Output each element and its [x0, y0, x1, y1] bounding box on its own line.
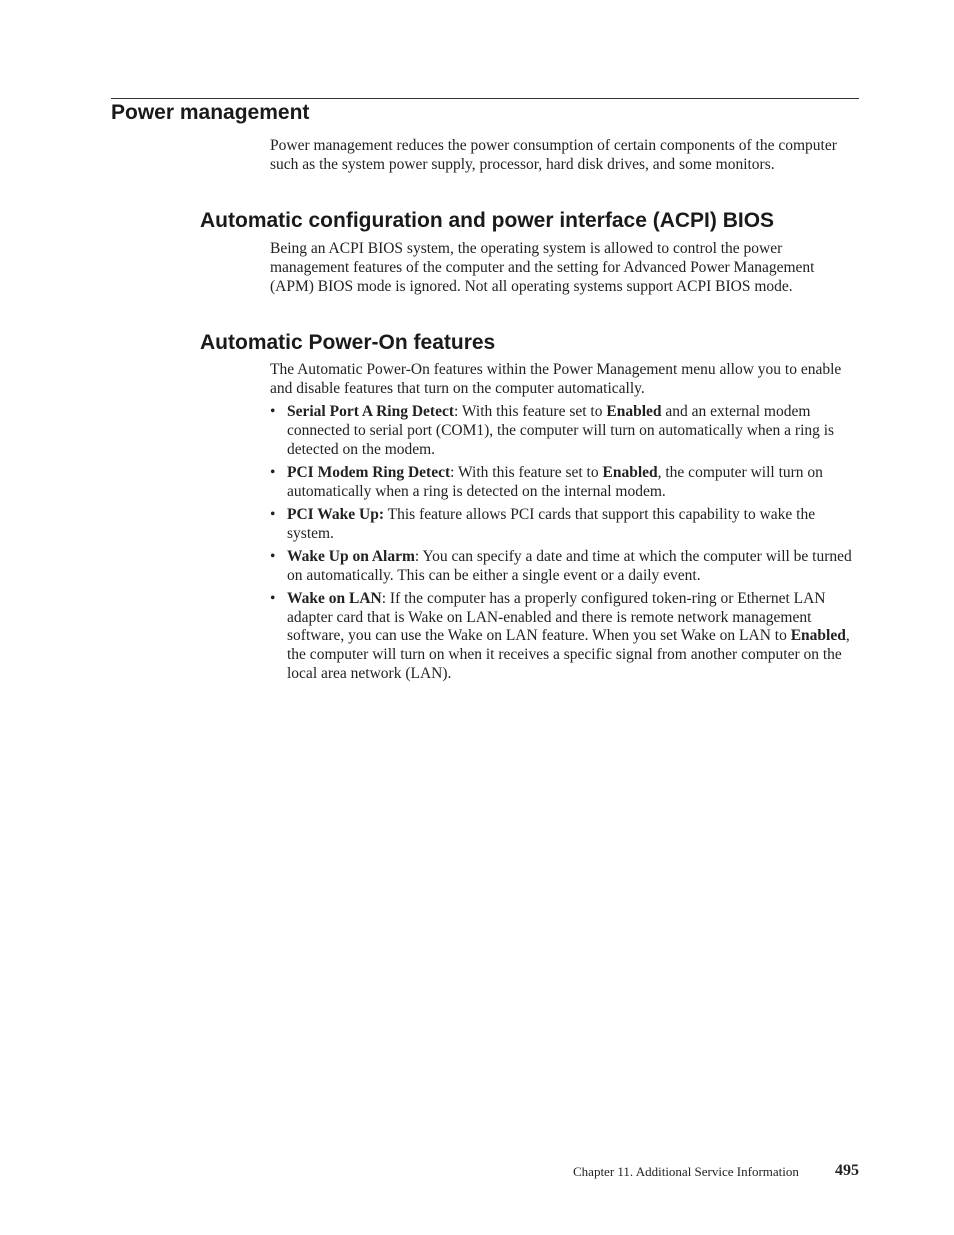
- heading-power-management: Power management: [111, 101, 310, 124]
- feature-text: : With this feature set to: [454, 403, 607, 420]
- chapter-title: Chapter 11. Additional Service Information: [573, 1164, 799, 1179]
- feature-term: Wake on LAN: [287, 589, 382, 607]
- heading-automatic-power-on: Automatic Power-On features: [200, 331, 496, 354]
- feature-setting: Enabled: [790, 627, 846, 645]
- page-number: 495: [835, 1162, 859, 1179]
- feature-text: : You can specify a date and time at which the computer will be turned on automatically. This can be either a single event or a daily event.: [287, 547, 852, 584]
- list-item: [270, 506, 860, 544]
- feature-term: PCI Wake Up:: [287, 505, 385, 523]
- bullet-icon: •: [270, 505, 276, 523]
- bullet-icon: •: [270, 589, 276, 607]
- feature-text: , the computer will turn on automatically when a ring is detected on the internal modem.: [287, 463, 823, 500]
- bullet-icon: •: [270, 547, 276, 565]
- paragraph-acpi-bios: Being an ACPI BIOS system, the operating system is allowed to control the power management features of the computer and the setting for Advanced Power Management (APM) BIOS mode is ignored. Not all operating systems support ACPI BIOS mode.: [270, 240, 815, 295]
- list-item: [270, 403, 860, 459]
- bullet-icon: •: [270, 463, 276, 481]
- feature-text: : With this feature set to: [450, 463, 603, 481]
- paragraph-automatic-power-on: The Automatic Power-On features within the Power Management menu allow you to enable and disable features that turn on the computer automatically.: [270, 361, 842, 397]
- list-item: [270, 464, 860, 502]
- feature-list: [270, 403, 860, 688]
- feature-term: Wake Up on Alarm: [287, 547, 415, 565]
- bullet-icon: •: [270, 403, 276, 420]
- list-item: [270, 548, 860, 586]
- section-top-rule: [111, 98, 859, 99]
- feature-setting: Enabled: [606, 403, 662, 420]
- feature-setting: Enabled: [602, 463, 658, 481]
- feature-text: and an external modem connected to serial port (COM1), the computer will turn on automatically when a ring is detected on the modem.: [287, 403, 835, 458]
- paragraph-power-management: Power management reduces the power consumption of certain components of the computer such as the system power supply, processor, hard disk drives, and some monitors.: [270, 137, 837, 173]
- heading-acpi-bios: Automatic configuration and power interface (ACPI) BIOS: [200, 209, 775, 232]
- feature-text: : If the computer has a properly configured token-ring or Ethernet LAN adapter card that is Wake on LAN-enabled and there is remote network management software, you can use the Wake on LAN feature. When you set Wake on LAN to: [287, 589, 826, 645]
- feature-term: PCI Modem Ring Detect: [287, 463, 451, 481]
- list-item: [270, 590, 860, 684]
- feature-text: This feature allows PCI cards that support this capability to wake the system.: [287, 505, 816, 542]
- feature-term: Serial Port A Ring Detect: [287, 403, 455, 420]
- feature-text: , the computer will turn on when it receives a specific signal from another computer on the local area network (LAN).: [287, 627, 850, 682]
